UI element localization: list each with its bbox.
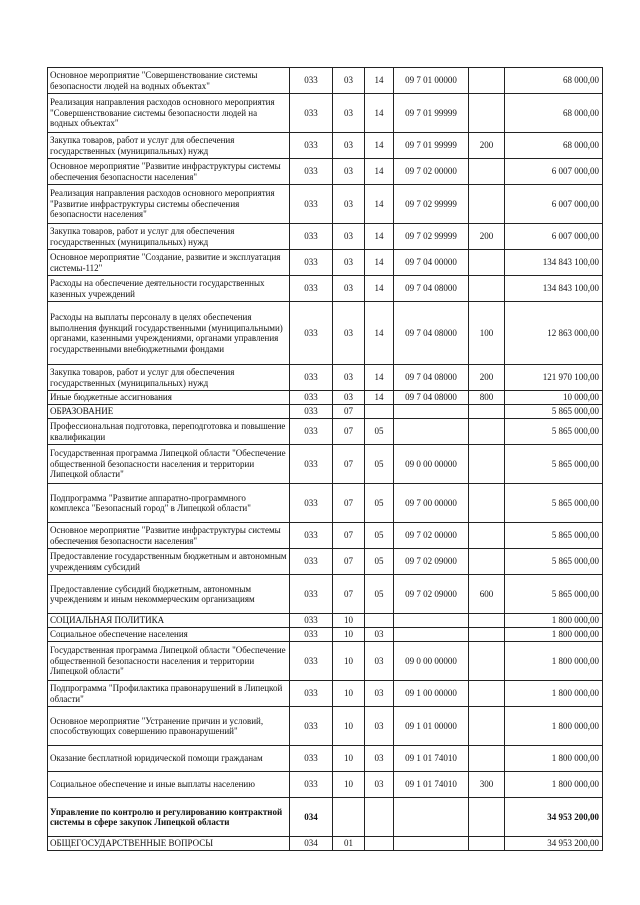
row-subsection-code-cell: 14 xyxy=(365,68,394,94)
table-row xyxy=(48,746,603,772)
table-row xyxy=(48,772,603,798)
table-row xyxy=(48,405,603,419)
row-expense-type-cell: 300 xyxy=(469,772,505,798)
table-row xyxy=(48,159,603,185)
row-section-code-cell: 03 xyxy=(333,365,365,391)
row-expense-type-cell: 800 xyxy=(469,391,505,405)
row-name-cell: Иные бюджетные ассигнования xyxy=(48,391,290,405)
row-section-code-cell: 10 xyxy=(333,642,365,681)
row-name-cell: Управление по контролю и регулированию контрактной системы в сфере закупок Липецкой области xyxy=(48,798,290,837)
row-name-cell: Закупка товаров, работ и услуг для обеспечения государственных (муниципальных) нужд xyxy=(48,133,290,159)
row-section-code-cell: 03 xyxy=(333,159,365,185)
row-expense-type-cell: 100 xyxy=(469,302,505,365)
row-name-cell: Закупка товаров, работ и услуг для обеспечения государственных (муниципальных) нужд xyxy=(48,365,290,391)
row-target-article-cell: 09 7 04 08000 xyxy=(394,365,469,391)
row-target-article-cell: 09 7 01 00000 xyxy=(394,68,469,94)
row-expense-type-cell xyxy=(469,419,505,445)
row-ministry-code-cell: 033 xyxy=(290,391,333,405)
row-target-article-cell: 09 1 01 74010 xyxy=(394,772,469,798)
row-ministry-code-cell: 033 xyxy=(290,628,333,642)
row-name-cell: Подпрограмма "Профилактика правонарушений в Липецкой области" xyxy=(48,681,290,707)
row-expense-type-cell xyxy=(469,68,505,94)
table-row xyxy=(48,302,603,365)
row-section-code-cell xyxy=(333,798,365,837)
row-target-article-cell xyxy=(394,419,469,445)
table-row xyxy=(48,365,603,391)
row-subsection-code-cell xyxy=(365,837,394,851)
row-ministry-code-cell: 033 xyxy=(290,94,333,133)
row-amount-cell: 6 007 000,00 xyxy=(505,159,603,185)
row-section-code-cell: 03 xyxy=(333,250,365,276)
table-row xyxy=(48,419,603,445)
row-section-code-cell: 10 xyxy=(333,772,365,798)
row-amount-cell: 34 953 200,00 xyxy=(505,837,603,851)
row-name-cell: Социальное обеспечение и иные выплаты населению xyxy=(48,772,290,798)
row-target-article-cell: 09 7 02 09000 xyxy=(394,549,469,575)
row-ministry-code-cell: 033 xyxy=(290,419,333,445)
row-amount-cell: 1 800 000,00 xyxy=(505,642,603,681)
budget-table-body xyxy=(48,68,603,851)
row-name-cell: Государственная программа Липецкой области "Обеспечение общественной безопасности населения и территории Липецкой области" xyxy=(48,445,290,484)
row-ministry-code-cell: 033 xyxy=(290,445,333,484)
table-row xyxy=(48,707,603,746)
row-subsection-code-cell: 05 xyxy=(365,523,394,549)
row-ministry-code-cell: 033 xyxy=(290,405,333,419)
row-subsection-code-cell xyxy=(365,614,394,628)
row-section-code-cell: 03 xyxy=(333,94,365,133)
row-name-cell: Предоставление государственным бюджетным и автономным учреждениям субсидий xyxy=(48,549,290,575)
row-target-article-cell: 09 7 01 99999 xyxy=(394,94,469,133)
row-subsection-code-cell: 14 xyxy=(365,133,394,159)
row-amount-cell: 6 007 000,00 xyxy=(505,185,603,224)
row-expense-type-cell xyxy=(469,276,505,302)
row-amount-cell: 5 865 000,00 xyxy=(505,484,603,523)
row-target-article-cell: 09 7 02 99999 xyxy=(394,224,469,250)
row-amount-cell: 1 800 000,00 xyxy=(505,628,603,642)
row-subsection-code-cell: 14 xyxy=(365,250,394,276)
row-expense-type-cell: 200 xyxy=(469,224,505,250)
row-name-cell: Основное мероприятие "Совершенствование системы безопасности людей на водных объектах" xyxy=(48,68,290,94)
row-section-code-cell: 03 xyxy=(333,133,365,159)
row-section-code-cell: 07 xyxy=(333,575,365,614)
row-expense-type-cell xyxy=(469,523,505,549)
budget-table xyxy=(47,67,603,851)
row-ministry-code-cell: 033 xyxy=(290,549,333,575)
row-amount-cell: 121 970 100,00 xyxy=(505,365,603,391)
row-section-code-cell: 07 xyxy=(333,405,365,419)
table-row xyxy=(48,575,603,614)
row-amount-cell: 1 800 000,00 xyxy=(505,614,603,628)
row-expense-type-cell: 600 xyxy=(469,575,505,614)
row-target-article-cell: 09 7 02 99999 xyxy=(394,185,469,224)
table-row xyxy=(48,250,603,276)
row-ministry-code-cell: 033 xyxy=(290,302,333,365)
row-name-cell: Подпрограмма "Развитие аппаратно-программного комплекса "Безопасный город" в Липецкой области" xyxy=(48,484,290,523)
row-amount-cell: 10 000,00 xyxy=(505,391,603,405)
row-target-article-cell: 09 7 01 99999 xyxy=(394,133,469,159)
row-target-article-cell xyxy=(394,837,469,851)
row-expense-type-cell xyxy=(469,642,505,681)
row-expense-type-cell xyxy=(469,159,505,185)
row-section-code-cell: 03 xyxy=(333,276,365,302)
row-name-cell: Реализация направления расходов основного мероприятия "Совершенствование системы безопасности людей на водных объектах" xyxy=(48,94,290,133)
row-name-cell: Оказание бесплатной юридической помощи гражданам xyxy=(48,746,290,772)
row-ministry-code-cell: 033 xyxy=(290,68,333,94)
row-ministry-code-cell: 034 xyxy=(290,798,333,837)
row-section-code-cell: 03 xyxy=(333,391,365,405)
row-target-article-cell xyxy=(394,614,469,628)
row-target-article-cell: 09 7 04 08000 xyxy=(394,391,469,405)
row-amount-cell: 68 000,00 xyxy=(505,68,603,94)
row-target-article-cell: 09 7 02 00000 xyxy=(394,523,469,549)
row-ministry-code-cell: 033 xyxy=(290,681,333,707)
row-section-code-cell: 01 xyxy=(333,837,365,851)
row-target-article-cell xyxy=(394,405,469,419)
table-row xyxy=(48,642,603,681)
row-target-article-cell: 09 1 01 74010 xyxy=(394,746,469,772)
row-expense-type-cell xyxy=(469,681,505,707)
row-section-code-cell: 03 xyxy=(333,68,365,94)
row-expense-type-cell xyxy=(469,250,505,276)
row-name-cell: Расходы на выплаты персоналу в целях обеспечения выполнения функций государственными (муниципальными) органами, казенными учреждениями, органами управления государственными внебюджетными фондами xyxy=(48,302,290,365)
row-amount-cell: 1 800 000,00 xyxy=(505,772,603,798)
row-subsection-code-cell xyxy=(365,405,394,419)
row-amount-cell: 5 865 000,00 xyxy=(505,575,603,614)
table-row xyxy=(48,94,603,133)
row-expense-type-cell xyxy=(469,707,505,746)
row-subsection-code-cell: 03 xyxy=(365,628,394,642)
row-subsection-code-cell: 03 xyxy=(365,772,394,798)
row-section-code-cell: 03 xyxy=(333,224,365,250)
row-target-article-cell: 09 0 00 00000 xyxy=(394,445,469,484)
row-name-cell: Предоставление субсидий бюджетным, автономным учреждениям и иным некоммерческим организациям xyxy=(48,575,290,614)
table-row xyxy=(48,628,603,642)
row-ministry-code-cell: 033 xyxy=(290,276,333,302)
row-expense-type-cell: 200 xyxy=(469,133,505,159)
table-row xyxy=(48,484,603,523)
row-subsection-code-cell: 14 xyxy=(365,302,394,365)
row-ministry-code-cell: 033 xyxy=(290,575,333,614)
row-amount-cell: 5 865 000,00 xyxy=(505,445,603,484)
row-expense-type-cell xyxy=(469,549,505,575)
row-amount-cell: 1 800 000,00 xyxy=(505,681,603,707)
row-section-code-cell: 07 xyxy=(333,484,365,523)
row-subsection-code-cell: 03 xyxy=(365,681,394,707)
table-row xyxy=(48,276,603,302)
row-ministry-code-cell: 033 xyxy=(290,642,333,681)
row-subsection-code-cell: 03 xyxy=(365,707,394,746)
table-row xyxy=(48,614,603,628)
row-expense-type-cell: 200 xyxy=(469,365,505,391)
row-amount-cell: 34 953 200,00 xyxy=(505,798,603,837)
row-subsection-code-cell: 14 xyxy=(365,224,394,250)
row-expense-type-cell xyxy=(469,746,505,772)
row-target-article-cell: 09 1 01 00000 xyxy=(394,707,469,746)
table-row xyxy=(48,224,603,250)
row-section-code-cell: 10 xyxy=(333,614,365,628)
table-row xyxy=(48,798,603,837)
row-subsection-code-cell: 05 xyxy=(365,419,394,445)
document-page xyxy=(47,67,603,851)
row-subsection-code-cell: 03 xyxy=(365,746,394,772)
row-amount-cell: 68 000,00 xyxy=(505,94,603,133)
row-target-article-cell: 09 1 00 00000 xyxy=(394,681,469,707)
table-row xyxy=(48,681,603,707)
row-amount-cell: 1 800 000,00 xyxy=(505,707,603,746)
table-row xyxy=(48,185,603,224)
row-amount-cell: 5 865 000,00 xyxy=(505,549,603,575)
row-name-cell: Реализация направления расходов основного мероприятия "Развитие инфраструктуры системы обеспечения безопасности населения" xyxy=(48,185,290,224)
row-section-code-cell: 07 xyxy=(333,523,365,549)
row-section-code-cell: 03 xyxy=(333,185,365,224)
row-target-article-cell: 09 7 00 00000 xyxy=(394,484,469,523)
row-ministry-code-cell: 034 xyxy=(290,837,333,851)
row-name-cell: Основное мероприятие "Развитие инфраструктуры системы обеспечения безопасности населения" xyxy=(48,523,290,549)
row-name-cell: Социальное обеспечение населения xyxy=(48,628,290,642)
row-expense-type-cell xyxy=(469,484,505,523)
row-expense-type-cell xyxy=(469,614,505,628)
row-target-article-cell: 09 0 00 00000 xyxy=(394,642,469,681)
row-name-cell: ОБРАЗОВАНИЕ xyxy=(48,405,290,419)
row-section-code-cell: 07 xyxy=(333,419,365,445)
row-expense-type-cell xyxy=(469,94,505,133)
row-subsection-code-cell: 14 xyxy=(365,365,394,391)
row-name-cell: Основное мероприятие "Создание, развитие и эксплуатация системы-112" xyxy=(48,250,290,276)
row-amount-cell: 5 865 000,00 xyxy=(505,405,603,419)
row-subsection-code-cell: 05 xyxy=(365,549,394,575)
row-expense-type-cell xyxy=(469,837,505,851)
row-amount-cell: 1 800 000,00 xyxy=(505,746,603,772)
row-ministry-code-cell: 033 xyxy=(290,250,333,276)
row-target-article-cell: 09 7 04 00000 xyxy=(394,250,469,276)
table-row xyxy=(48,133,603,159)
row-name-cell: Основное мероприятие "Развитие инфраструктуры системы обеспечения безопасности населения" xyxy=(48,159,290,185)
row-target-article-cell: 09 7 02 00000 xyxy=(394,159,469,185)
row-target-article-cell: 09 7 02 09000 xyxy=(394,575,469,614)
row-name-cell: Государственная программа Липецкой области "Обеспечение общественной безопасности населения и территории Липецкой области" xyxy=(48,642,290,681)
row-ministry-code-cell: 033 xyxy=(290,185,333,224)
row-subsection-code-cell xyxy=(365,798,394,837)
row-name-cell: Расходы на обеспечение деятельности государственных казенных учреждений xyxy=(48,276,290,302)
row-ministry-code-cell: 033 xyxy=(290,523,333,549)
row-subsection-code-cell: 14 xyxy=(365,276,394,302)
row-amount-cell: 12 863 000,00 xyxy=(505,302,603,365)
row-subsection-code-cell: 05 xyxy=(365,484,394,523)
row-expense-type-cell xyxy=(469,185,505,224)
row-expense-type-cell xyxy=(469,405,505,419)
row-section-code-cell: 07 xyxy=(333,445,365,484)
row-section-code-cell: 03 xyxy=(333,302,365,365)
row-expense-type-cell xyxy=(469,445,505,484)
row-section-code-cell: 07 xyxy=(333,549,365,575)
row-amount-cell: 68 000,00 xyxy=(505,133,603,159)
table-row xyxy=(48,523,603,549)
table-row xyxy=(48,391,603,405)
row-section-code-cell: 10 xyxy=(333,746,365,772)
row-ministry-code-cell: 033 xyxy=(290,707,333,746)
row-section-code-cell: 10 xyxy=(333,628,365,642)
row-amount-cell: 6 007 000,00 xyxy=(505,224,603,250)
row-section-code-cell: 10 xyxy=(333,681,365,707)
row-subsection-code-cell: 14 xyxy=(365,94,394,133)
row-subsection-code-cell: 14 xyxy=(365,159,394,185)
row-target-article-cell: 09 7 04 08000 xyxy=(394,276,469,302)
row-expense-type-cell xyxy=(469,798,505,837)
row-target-article-cell xyxy=(394,798,469,837)
row-ministry-code-cell: 033 xyxy=(290,484,333,523)
row-section-code-cell: 10 xyxy=(333,707,365,746)
table-row xyxy=(48,445,603,484)
row-ministry-code-cell: 033 xyxy=(290,614,333,628)
row-target-article-cell: 09 7 04 08000 xyxy=(394,302,469,365)
row-expense-type-cell xyxy=(469,628,505,642)
row-ministry-code-cell: 033 xyxy=(290,772,333,798)
table-row xyxy=(48,837,603,851)
row-ministry-code-cell: 033 xyxy=(290,159,333,185)
row-name-cell: Профессиональная подготовка, переподготовка и повышение квалификации xyxy=(48,419,290,445)
row-ministry-code-cell: 033 xyxy=(290,133,333,159)
row-amount-cell: 5 865 000,00 xyxy=(505,523,603,549)
row-subsection-code-cell: 03 xyxy=(365,642,394,681)
row-ministry-code-cell: 033 xyxy=(290,365,333,391)
row-ministry-code-cell: 033 xyxy=(290,224,333,250)
row-name-cell: ОБЩЕГОСУДАРСТВЕННЫЕ ВОПРОСЫ xyxy=(48,837,290,851)
table-row xyxy=(48,549,603,575)
row-subsection-code-cell: 14 xyxy=(365,391,394,405)
row-name-cell: Закупка товаров, работ и услуг для обеспечения государственных (муниципальных) нужд xyxy=(48,224,290,250)
row-amount-cell: 134 843 100,00 xyxy=(505,276,603,302)
row-amount-cell: 5 865 000,00 xyxy=(505,419,603,445)
row-name-cell: Основное мероприятие "Устранение причин и условий, способствующих совершению правонарушений" xyxy=(48,707,290,746)
row-ministry-code-cell: 033 xyxy=(290,746,333,772)
row-subsection-code-cell: 05 xyxy=(365,445,394,484)
row-name-cell: СОЦИАЛЬНАЯ ПОЛИТИКА xyxy=(48,614,290,628)
row-subsection-code-cell: 05 xyxy=(365,575,394,614)
table-row xyxy=(48,68,603,94)
row-target-article-cell xyxy=(394,628,469,642)
row-amount-cell: 134 843 100,00 xyxy=(505,250,603,276)
row-subsection-code-cell: 14 xyxy=(365,185,394,224)
